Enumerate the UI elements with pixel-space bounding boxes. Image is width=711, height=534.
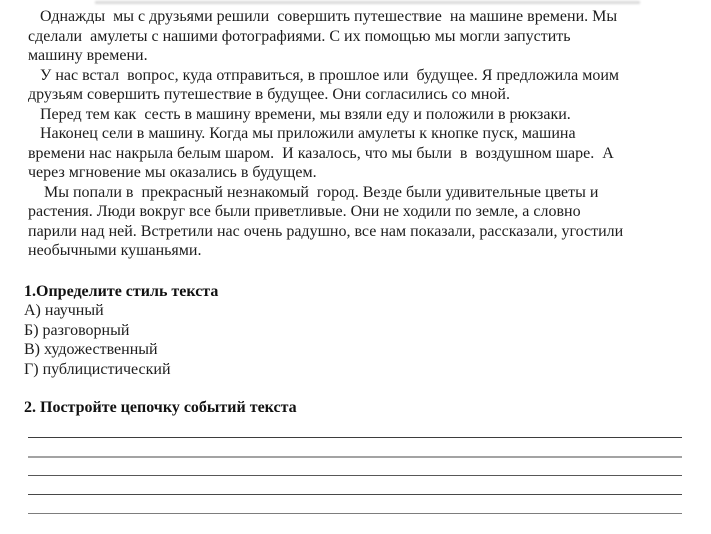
- story-line: Перед тем как сесть в машину времени, мы взяли еду и положили в рюкзаки.: [28, 105, 571, 123]
- question-1-option-a: А) научный: [24, 302, 104, 320]
- story-line: Наконец сели в машину. Когда мы приложили амулеты к кнопке пуск, машина: [28, 125, 576, 142]
- story-line: У нас встал вопрос, куда отправиться, в прошлое или будущее. Я предложила моим: [28, 66, 620, 84]
- story-line: времени нас накрыла белым шаром. И казалось, что мы были в воздушном шаре. А: [28, 144, 614, 162]
- story-line: растения. Люди вокруг все были приветливые. Они не ходили по земле, а словно: [28, 203, 581, 220]
- question-2-title: 2. Постройте цепочку событий текста: [24, 399, 297, 416]
- story-line: необычными кушаньями.: [28, 242, 202, 259]
- question-1-option-b: Б) разговорный: [24, 321, 130, 339]
- story-line: друзьям совершить путешествие в будущее. Они согласились со мной.: [28, 86, 510, 103]
- question-1-title: 1.Определите стиль текста: [24, 283, 219, 300]
- story-line: Мы попали в прекрасный незнакомый город. Везде были удивительные цветы и: [28, 183, 599, 201]
- answer-blank-line: [28, 437, 682, 438]
- answer-blank-line: [28, 475, 682, 476]
- question-1-option-g: Г) публицистический: [24, 360, 171, 378]
- answer-blank-line: [28, 456, 682, 458]
- question-1-block: [24, 282, 218, 379]
- story-line: Однажды мы с друзьями решили совершить путешествие на машине времени. Мы: [28, 8, 618, 25]
- story-line: сделали амулеты с нашими фотографиями. С их помощью мы могли запустить: [28, 27, 571, 45]
- scan-artifact: [95, 1, 640, 4]
- story-line: парили над ней. Встретили нас очень радушно, все нам показали, рассказали, угостили: [28, 222, 624, 240]
- answer-blank-line: [28, 513, 682, 514]
- story-text: [28, 7, 623, 261]
- answer-blank-line: [28, 494, 682, 495]
- question-1-option-v: В) художественный: [24, 341, 158, 359]
- story-line: через мгновение мы оказались в будущем.: [28, 164, 317, 181]
- story-line: машину времени.: [28, 47, 148, 64]
